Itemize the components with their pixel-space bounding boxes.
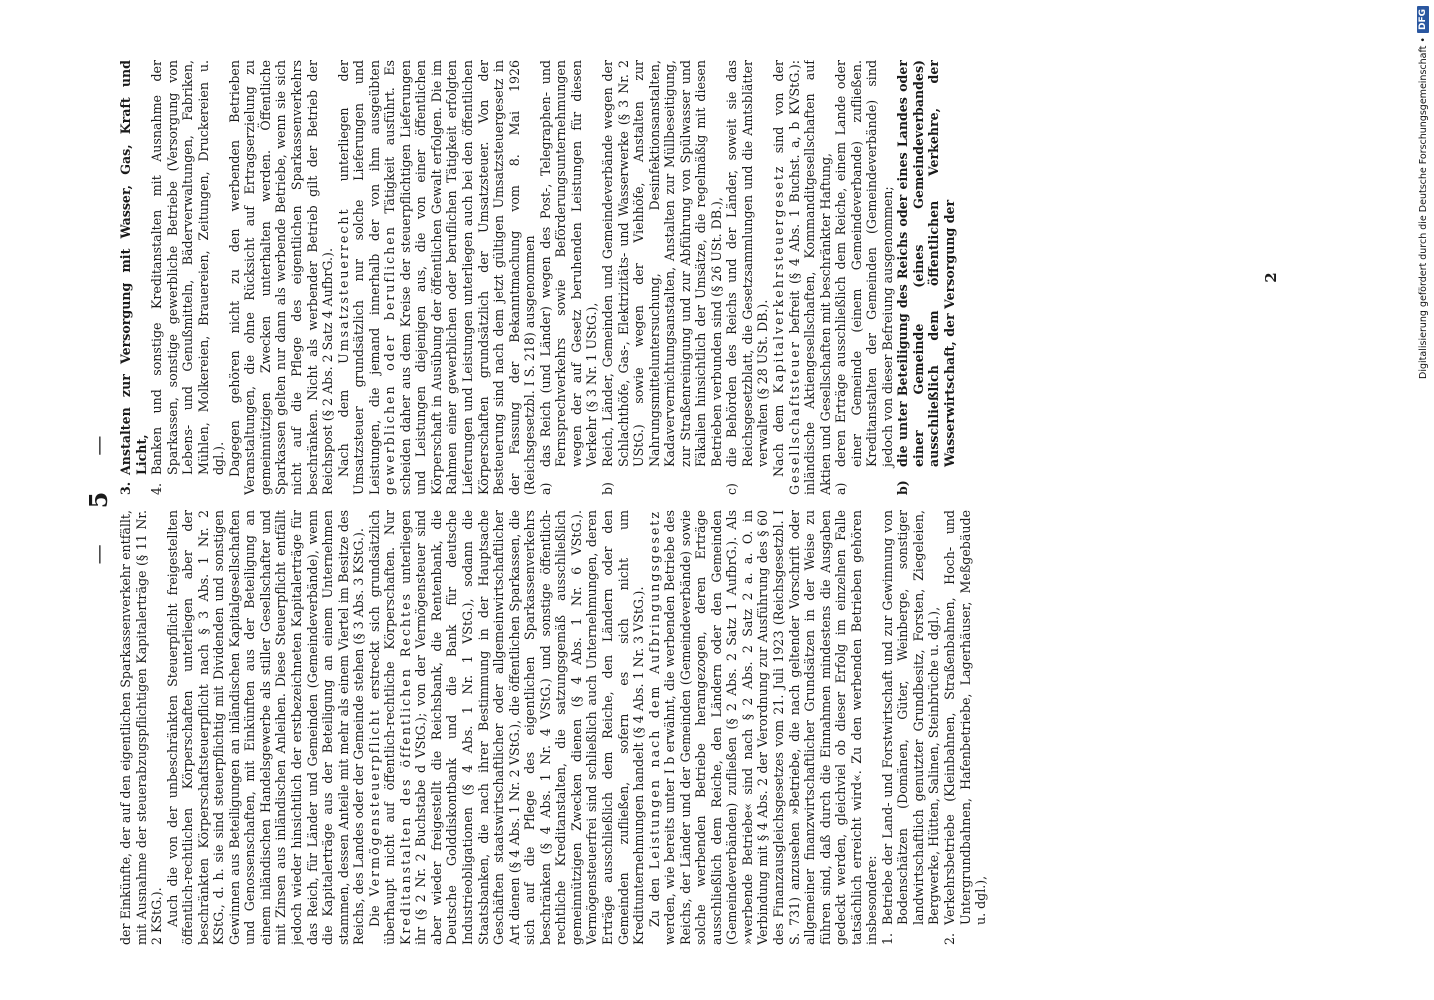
- text-run: sind von der: [770, 60, 786, 165]
- page-header: [78, 0, 118, 1000]
- list-item: [118, 60, 149, 495]
- list-item: [149, 60, 227, 495]
- paragraph: [771, 60, 833, 495]
- spaced-term: Gesellschaftsteuer: [786, 340, 802, 495]
- paragraph: [367, 510, 647, 945]
- text-run: Die: [366, 896, 382, 927]
- list-number: 3.: [118, 481, 133, 495]
- sub-text: Reich, Länder, Gemeinden und Gemeindeverbände wegen der Schlachthöfe, Gas-, Elektrizitäts- und Wasserwerke (§ 3 Nr. 2 UStG.) sowie wegen der Viehhöfe, Anstalten zur Nahrungsmitteluntersuchung, Desinfektionsanstalten, Kadaververnichtungsanstalten, Anstalten zur Müllbeseitigung, zur Straßenreinigung und zur Abführung von Spülwasser und Fäkalien hinsichtlich der Umsätze, die regelmäßig mit diesen Betrieben verbunden sind (§ 26 USt. DB.),: [599, 60, 724, 467]
- list-item: [942, 510, 989, 945]
- dfg-logo: DFG: [1417, 6, 1429, 33]
- dfg-side-strip: [1413, 0, 1433, 1000]
- list-number: 2.: [941, 932, 957, 945]
- spaced-term: gewerblichen oder beruflichen: [382, 225, 398, 495]
- list-text: Banken und sonstige Kreditanstalten mit Ausnahme der Sparkassen, sonstige gewerbliche Betriebe (Versorgung von Lebens- und Genußmitteln, Bäderverwaltungen, Fabriken, Mühlen, Molkereien, Brauereien, Zeitungen, Druckereien u. dgl.).: [149, 60, 227, 475]
- list-number: 1.: [879, 932, 895, 945]
- sub-text: deren Erträge ausschließlich dem Reiche, einem Lande oder einer Gemeinde (einem Gemeindeverbande) zufließen. Kreditanstalten der Gemeinden (Gemeindeverbände) sind jedoch von dieser Befreiung ausgenommen;: [833, 60, 895, 467]
- list-item: [880, 510, 942, 945]
- list-number: 4.: [149, 482, 165, 495]
- right-column: [118, 60, 1258, 495]
- text-run: unterliegen ihr (§ 2 Nr. 2 Buchstabe d VStG.); von der Vermögensteuer sind aber wieder freigestellt die Reichsbank, die Rentenbank, die Deutsche Golddiskontbank und die Bank für deutsche Industrieobligationen (§ 4 Abs. 1 Nr. 1 VStG.), sodann die Staatsbanken, die nach ihrer Bestimmung in der Hauptsache Geschäften staatswirtschaftlicher oder allgemeinwirtschaftlicher Art dienen (§ 4 Abs. 1 Nr. 2 VStG.), die öffentlichen Sparkassen, die sich auf die Pflege des eigentlichen Sparkassenverkehrs beschränken (§ 4 Abs. 1 Nr. 4 VStG.) und sonstige öffentlich-rechtliche Kreditanstalten, die satzungsgemäß ausschließlich gemeinnützigen Zwecken dienen (§ 4 Abs. 1 Nr. 6 VStG.). Vermögensteuerfrei sind schließlich auch Unternehmungen, deren Erträge ausschließlich dem Reiche, den Ländern oder den Gemeinden zufließen, sofern es sich nicht um Kreditunternehmungen handelt (§ 4 Abs. 1 Nr. 3 VStG.).: [397, 510, 647, 945]
- sub-text: die unter Beteiligung des Reichs oder eines Landes oder einer Gemeinde (eines Gemeindeverbandes) ausschließlich dem öffentlichen Verkehre, der Wasserwirtschaft, der Versorgung der: [895, 60, 957, 467]
- paragraph: Dagegen gehören nicht zu den werbenden Betrieben Veranstaltungen, die ohne Rücksicht auf Ertragserzielung zu gemeinnützigen Zwecken unterhalten werden. Öffentliche Sparkassen gelten nur dann als werbende Betriebe, wenn sie sich nicht auf die Pflege des eigentlichen Sparkassenverkehrs beschränken. Nicht als werbender Betrieb gilt der Betrieb der Reichspost (§ 2 Abs. 2 Satz 4 AufbrG.).: [226, 60, 336, 495]
- paragraph: Auch die von der unbeschränkten Steuerpflicht freigestellten öffentlich-rechtlichen Körperschaften unterliegen aber der beschränkten Körperschaftsteuerpflicht nach § 3 Abs. 1 Nr. 2 KStG., d. h. sie sind steuerpflichtig mit Dividenden und sonstigen Gewinnen aus Beteiligungen an inländischen Kapitalgesellschaften und Genossenschaften, mit Einkünften aus der Beteiligung an einem inländischen Handelsgewerbe als stiller Gesellschafter und mit Zinsen aus inländischen Anleihen. Diese Steuerpflicht entfällt jedoch wieder hinsichtlich der erstbezeichneten Kapitalerträge für das Reich, für Länder und Gemeinden (Gemeindeverbände), wenn die Kapitalerträge aus der Beteiligung an einem Unternehmen stammen, dessen Anteile mit mehr als einem Viertel im Besitze des Reichs, des Landes oder der Gemeinde stehen (§ 3 Abs. 3 KStG.).: [164, 510, 367, 945]
- paragraph: [336, 60, 538, 495]
- sub-item: [833, 60, 895, 495]
- list-text: Betriebe der Land- und Forstwirtschaft und zur Gewinnung von Bodenschätzen (Domänen, Güter, Weinberge, sonstiger landwirtschaftlich genutzter Grundbesitz, Forsten, Ziegeleien, Bergwerke, Hütten, Salinen, Steinbrüche u. dgl.),: [879, 510, 942, 925]
- text-run: Zu den: [646, 869, 662, 927]
- text-run: Nach dem: [770, 393, 786, 477]
- list-text: Verkehrsbetriebe (Kleinbahnen, Straßenbahnen, Hoch- und Untergrundbahnen, Hafenbetriebe, Lagerhäuser, Meßgebäude u. dgl.),: [941, 510, 989, 925]
- spaced-term: Kreditanstalten des öffentlichen Rechtes: [397, 592, 413, 945]
- sub-letter: c): [724, 483, 740, 495]
- paragraph: der Einkünfte, der auf den eigentlichen Sparkassenverkehr entfällt, mit Ausnahme der steuerabzugspflichtigen Kapitalerträge (§ 11 Nr. 2 KStG.).: [118, 510, 165, 945]
- left-column: [118, 510, 1258, 945]
- text-run: Nach dem: [335, 363, 351, 477]
- text-run: befreit (§ 4 Abs. 1 Buchst. a, b KVStG.): inländische Aktiengesellschaften, Kommanditgesellschaften auf Aktien und Gesellschaften mit beschränkter Haftung,: [786, 60, 833, 495]
- header-dash-left: —: [86, 544, 110, 565]
- text-run: werden, wie bereits unter I b erwähnt, die werbenden Betriebe des Reichs, der Länder und der Gemeinden (Gemeindeverbände) sowie solche werbenden Betriebe herangezogen, deren Erträge ausschließlich dem Reiche, den Ländern oder den Gemeinden (Gemeindeverbänden) zufließen (§ 2 Abs. 2 Satz 1 AufbrG.). Als »werbende Betriebe« sind nach § 2 Abs. 2 Satz 2 a. a. O. in Verbindung mit § 4 Abs. 2 der Verordnung zur Ausführung des § 60 des Finanzausgleichsgesetzes vom 21. Juli 1923 (Reichsgesetzbl. I S. 731) anzusehen »Betriebe, die nach geltender Vorschrift oder allgemeiner finanzwirtschaftlicher Grundsätzen in der Weise zu führen sind, daß durch die Einnahmen mindestens die Ausgaben gedeckt werden, gleichviel ob dieser Erfolg im einzelnen Falle tatsächlich erreicht wird«. Zu den werbenden Betrieben gehören insbesondere:: [662, 510, 880, 945]
- sub-item: [538, 60, 600, 495]
- sub-text: das Reich (und Länder) wegen des Post-, Telegraphen- und Fernsprechverkehrs sowie Beförderungsunternehmungen wegen der auf Gesetz beruhenden Leistungen für diesen Verkehr (§ 3 Nr. 1 UStG.),: [537, 60, 600, 467]
- sub-item: [600, 60, 724, 495]
- spaced-term: Vermögensteuerpflicht: [366, 708, 382, 897]
- dfg-credit-text: Digitalisierung gefördert durch die Deutsche Forschungsgemeinschaft •: [1417, 37, 1429, 379]
- signature-number: 2: [1262, 272, 1280, 283]
- spaced-term: Kapitalverkehrsteuergesetz: [770, 164, 786, 394]
- text-run: Tätigkeit ausführt. Es scheiden daher aus dem Kreise der steuerpflichtigen Lieferungen und Leistungen diejenigen aus, die von einer öffentlichen Körperschaft in Ausübung der öffentlichen Gewalt erfolgen. Die im Rahmen einer gewerblichen oder beruflichen Tätigkeit erfolgten Lieferungen und Leistungen unterliegen auch bei den öffentlichen Körperschaften grundsätzlich der Umsatzsteuer. Von der Besteuerung sind nach dem jetzt gültigen Umsatzsteuergesetz in der Fassung der Bekanntmachung vom 8. Mai 1926 (Reichsgesetzbl. I S. 218) ausgenommen: [382, 60, 538, 495]
- sub-letter: b): [895, 480, 911, 495]
- sub-letter: b): [599, 482, 615, 495]
- header-dash-right: —: [86, 435, 110, 456]
- text-run: unterliegen der Umsatzsteuer grundsätzlich nur solche Lieferungen und Leistungen, die jemand innerhalb der von ihm ausgeübten: [335, 60, 382, 495]
- sub-item: [895, 60, 957, 495]
- paragraph: [647, 510, 880, 945]
- sub-text: die Behörden des Reichs und der Länder, soweit sie das Reichsgesetzblatt, die Gesetzsammlungen und die Amtsblätter verwalten (§ 28 USt. DB.).: [724, 60, 771, 467]
- sub-item: [724, 60, 771, 495]
- sub-letter: a): [833, 482, 849, 495]
- list-text: Anstalten zur Versorgung mit Wasser, Gas, Kraft und Licht,: [118, 60, 149, 475]
- spaced-term: Leistungen nach dem Aufbringungsgesetz: [646, 510, 662, 870]
- page-number: 5: [83, 491, 113, 509]
- dfg-strip-content: [1413, 0, 1433, 1000]
- spaced-term: Umsatzsteuerrecht: [335, 207, 351, 364]
- sub-letter: a): [537, 482, 553, 495]
- text-run: erstreckt sich grundsätzlich überhaupt nicht auf öffentlich-rechtliche Körperschaften. Nur: [366, 510, 398, 945]
